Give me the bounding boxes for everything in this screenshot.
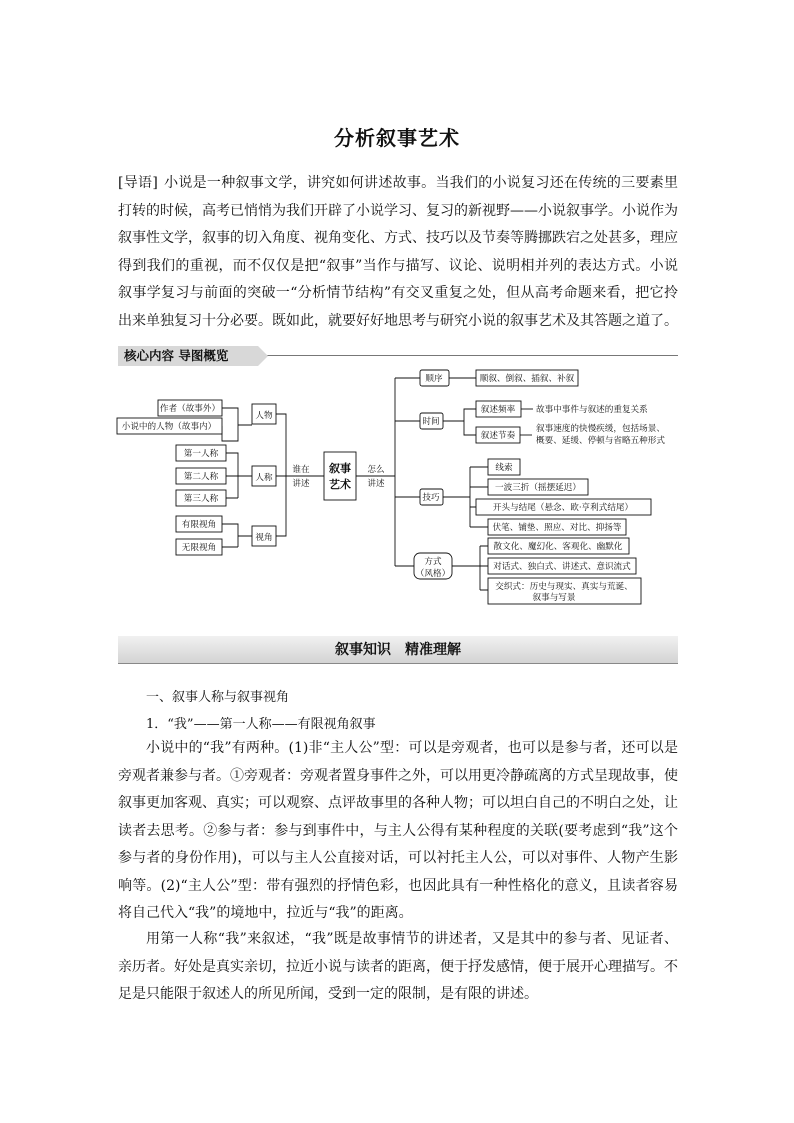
link-who-1: 谁在 [292, 465, 310, 475]
page-title: 分析叙事艺术 [334, 126, 460, 150]
section-caption: 叙事知识 精准理解 [335, 642, 461, 658]
link-how-1: 怎么 [367, 465, 385, 475]
node-frequency: 叙述频率 [480, 405, 516, 415]
node-character: 小说中的人物（故事内） [121, 422, 217, 432]
center-node-1: 叙事 [329, 462, 351, 475]
node-order-item: 顺叙、倒叙、插叙、补叙 [479, 374, 575, 384]
node-rhythm-desc-1: 叙事速度的快慢疾缓，包括场景、 [536, 424, 665, 434]
node-second-person: 第二人称 [183, 472, 219, 482]
body-paragraph-1: 小说中的“我”有两种。(1)非“主人公”型：可以是旁观者，也可以是参与者，还可以是旁观者兼参与者。①旁观者：旁观者置身事件之外，可以用更冷静疏离的方式呈现故事，使叙事更加客观、真实；可以观察、点评故事里的各种人物；可以坦白自己的不明白之处，让读者去思考。②参与者：参与到事件中，与主人公得有某种程度的关联(要考虑到“我”这个参与者的身份作用)，可以与主人公直接对话，可以衬托主人公，可以对事件、人物产生影响等。(2)“主人公”型：带有强烈的抒情色彩，也因此具有一种性格化的意义，且读者容易将自己代入“我”的境地中，拉近与“我”的距离。 [118, 740, 678, 921]
mind-map [110, 366, 680, 606]
section-header-knowledge [118, 636, 678, 664]
node-limited-view: 有限视角 [181, 520, 217, 530]
node-style-item: 对话式、独白式、讲述式、意识流式 [493, 562, 631, 572]
node-rhythm: 叙述节奏 [480, 431, 516, 441]
node-style-last-2: 叙事与写景 [532, 593, 576, 603]
node-skill-item: 伏笔、铺垫、照应、对比、抑扬等 [492, 523, 622, 533]
node-third-person: 第三人称 [183, 494, 219, 504]
link-who-2: 讲述 [292, 479, 310, 489]
node-skill-item: 线索 [495, 463, 513, 473]
node-style-1: 方式 [424, 557, 442, 567]
heading-1: 一、叙事人称与叙事视角 [146, 690, 290, 705]
node-style-last-1: 交织式：历史与现实、真实与荒诞、 [495, 582, 633, 592]
node-frequency-desc: 故事中事件与叙述的重复关系 [536, 405, 648, 415]
node-skill-item: 开头与结尾（悬念、欧·亨利式结尾） [492, 503, 634, 513]
intro-paragraph [118, 170, 678, 335]
node-author: 作者（故事外） [159, 404, 221, 414]
intro-text: 小说是一种叙事文学，讲究如何讲述故事。当我们的小说复习还在传统的三要素里打转的时候，高考已悄悄为我们开辟了小说学习、复习的新视野——小说叙事学。小说作为叙事性文学，叙事的切入角度、视角变化、方式、技巧以及节奏等腾挪跌宕之处甚多，理应得到我们的重视，而不仅仅是把“叙事”当作与描写、议论、说明相并列的表达方式。小说叙事学复习与前面的突破一“分析情节结构”有交叉重复之处，但从高考命题来看，把它拎出来单独复习十分必要。既如此，就要好好地思考与研究小说的叙事艺术及其答题之道了。 [118, 175, 678, 329]
node-style-item: 散文化、魔幻化、客观化、幽默化 [493, 542, 623, 552]
node-style-2: （风格） [415, 569, 451, 579]
node-first-person: 第一人称 [183, 449, 219, 459]
link-how-2: 讲述 [367, 479, 385, 489]
node-omniscient-view: 无限视角 [181, 543, 217, 553]
center-node-2: 艺术 [329, 478, 351, 491]
section-label: 核心内容 导图概览 [118, 346, 258, 366]
node-skill: 技巧 [422, 493, 440, 503]
node-rhythm-desc-2: 概要、延缓、停顿与省略五种形式 [536, 436, 665, 446]
section-header-overview [118, 346, 678, 366]
intro-tag: [导语] [118, 175, 158, 191]
node-time: 时间 [422, 417, 440, 427]
node-person: 人物 [255, 411, 273, 421]
node-view: 视角 [255, 533, 273, 543]
node-order: 顺序 [425, 374, 443, 384]
heading-2: 1．“我”——第一人称——有限视角叙事 [146, 717, 376, 732]
section-label-arrow [258, 346, 268, 366]
node-skill-item: 一波三折（摇摆延迟） [495, 483, 581, 493]
node-voice: 人称 [255, 473, 273, 483]
body-paragraph-2: 用第一人称“我”来叙述，“我”既是故事情节的讲述者，又是其中的参与者、见证者、亲历者。好处是真实亲切，拉近小说与读者的距离，便于抒发感情，便于展开心理描写。不足是只能限于叙述人的所见所闻，受到一定的限制，是有限的讲述。 [118, 931, 678, 1002]
